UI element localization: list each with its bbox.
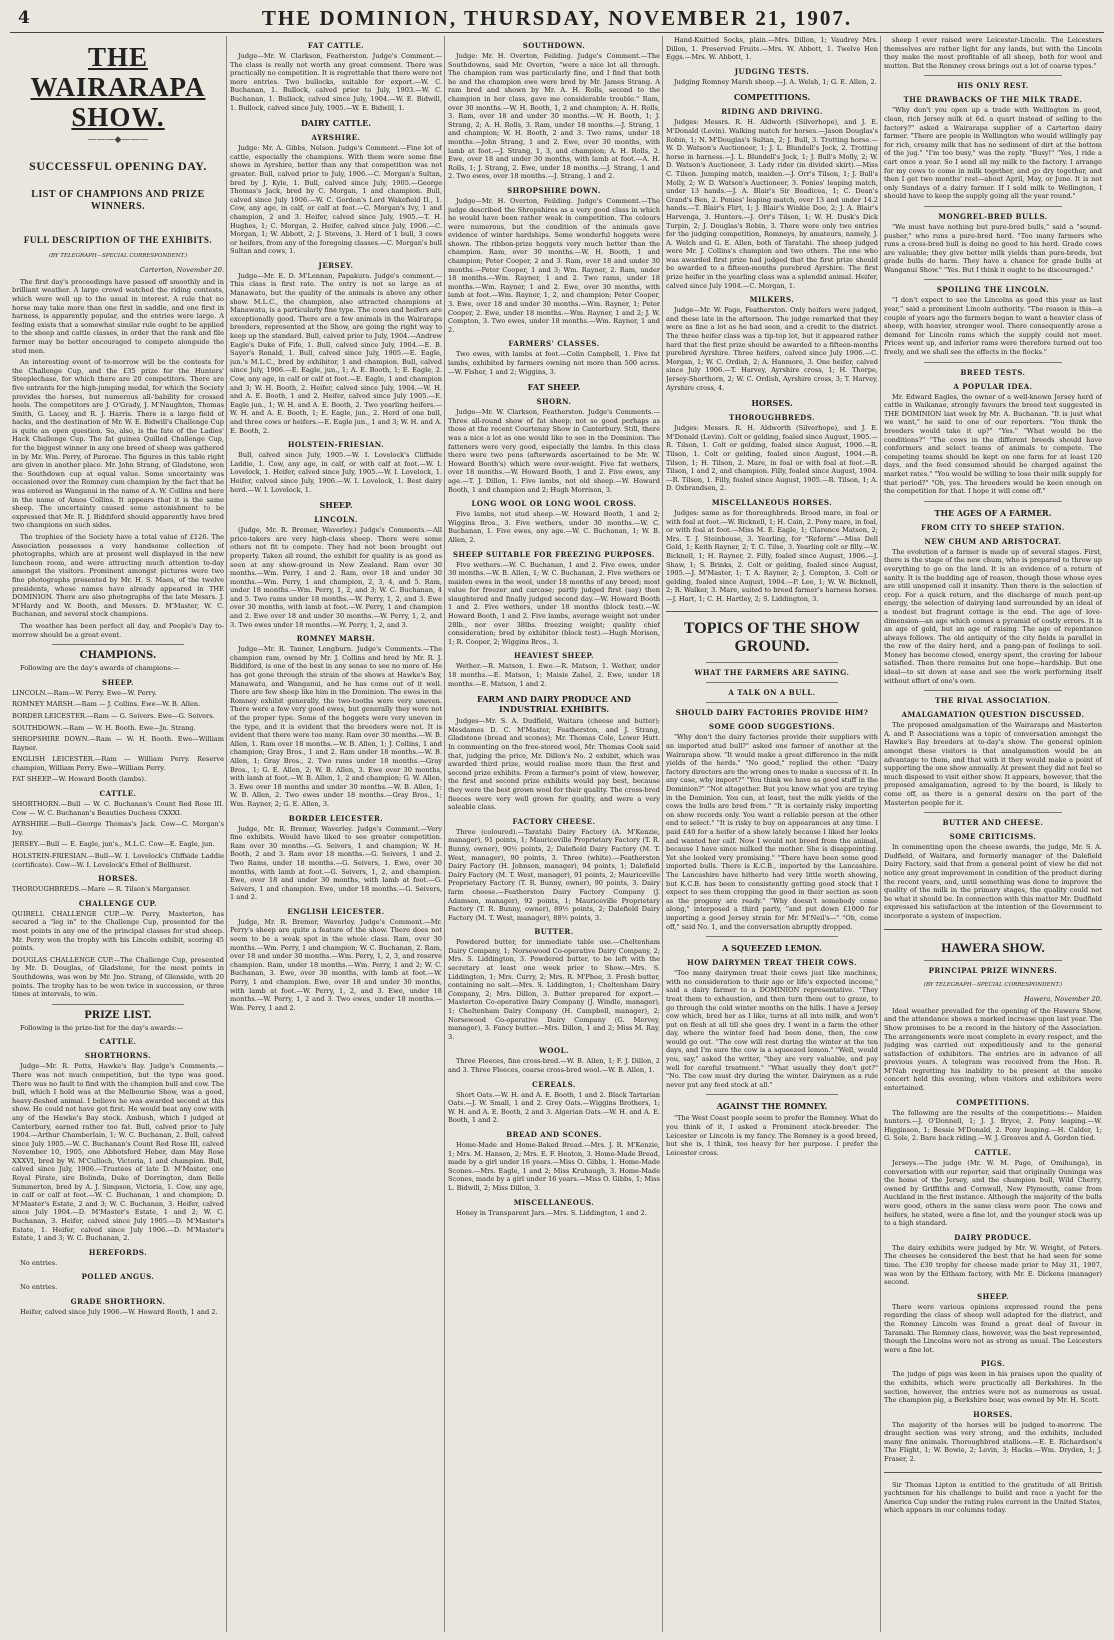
article-paragraph: The dairy exhibits were judged by Mr. W. Wright, of Peters. The cheeses he considered the best that he had seen for some time. The £30 trophy for cheese made prior to May 31, 1907, was won by the Eltham factory, with Mr. E. Dickens (manager) second. [884,1243,1102,1287]
section-subheading: SPOILING THE LINCOLN. [936,285,1050,295]
section-subheading: SHEEP. [977,1291,1009,1301]
divider [924,812,1062,813]
prize-entries: Judges: Messrs. R. H. Aldworth (Silverhope), and J. E. M'Donald (Levin). Walking match for horses.—Jason Douglas's Robin, 1; N. M'Douglas's Sultan, 2; J. Bull, 3. Trotting horse.—W. D. Watson's Auctioneer, 1; J. L. Blundell's Jock, 2. Trotting horse in harness.—J. L. Blundell's Jock, 1; J. Bull's Molly, 2; W. D. Watson's Auctioneer, 3. Lady rider (in divided skirt).—Miss C. Tilson. Jumping match, maiden.—J. Orr's Tilson, 1; J. Bull's Molly, 2; W. D. Watson's Auctioneer, 3. Ponies' leaping match, under 13 hands.—J. A. Blair's Sir Boadicea, 1; C. Dean's Grand's Ben, 2. Ponies' leaping match, over 13 and under 14.2 hands.—T. Blair's Flirt, 1; J. Blair's Winkie Doo, 2; J. A. Blair's Harvenga, 3. Hunters.—J. Orr's Tilson, 1; W. H. Dusk's Dick Turpin, 2; J. Douglas's Robin, 3. There were only two entries for the judging competition, Romneys, by amateurs, namely, J. A. Welch and G. E. Allen, both of Taratahi. The sheep judged were Mr. J. Collins's champion and two others. The one who was awarded first prize had judged that the first prize should be awarded to a fifteen-months purebred Ayrshire. The first prize heifer in the yearling class was a splendid animal. Heifer, calved since July 1904.—C. Morgan, 1. [666,118,878,290]
section-subheading: FROM CITY TO SHEEP STATION. [921,522,1065,532]
section-heading: HORSES. [751,398,793,409]
champion-item: ENGLISH LEICESTER.—Ram — William Perry. Reserve champion, William Perry. Ewe—William Perry. [12,755,224,772]
article-paragraph: Following are the day's awards of champions:— [20,664,180,673]
prize-entries: Wether.—R. Matson, 1. Ewe.—R. Matson, 1. Wether, under 18 months.—E. Matson, 1; Maisie Zahel, 2. Ewe, under 18 months.—E. Matson, 1 and 2. [448,662,660,688]
section-subheading: THE DRAWBACKS OF THE MILK TRADE. [903,95,1083,105]
section-subheading: LONG WOOL OR LONG WOOL CROSS. [471,499,637,509]
section-subheading: A TALK ON A BULL. [728,688,816,698]
section-subheading: PRINCIPAL PRIZE WINNERS. [928,965,1058,975]
article-paragraph: The following are the results of the competitions:— Maiden hunters.—J. O'Donnell, 1; J. J. Bryce, 2. Pony leaping.—W. Higginson, 1; Bessie M'Donald, 2. Pony leaping.—H. Calder, 1; G. Sole, 2. Bare back riding.—W. J. Greaves and A. Gordon tied. [884,1108,1102,1143]
section-subheading: BORDER LEICESTER. [288,813,384,823]
article-paragraph: "The West Coast people seem to prefer the Romney. What do you think of it, I asked a Prominent stock-breeder. The Leicester or Lincoln is my fancy. The Romney is a good breed, but she is, I think, too heavy for her purpose. I prefer the Leicester cross. [666,1114,878,1157]
divider [924,279,1062,280]
section-subheading: SHORTHORNS. [84,1051,152,1061]
article-paragraph: "I don't expect to see the Lincolns as good this year as last year," said a prominent Lincoln authority. "The reason is this—a couple of years ago the farmers began to want a heavier class of sheep, with heavier, stronger wool. There consequently arose a demand for Lincoln rams which the supply could not meet. Prices went up, and inferior rams were therefore turned out too freely, and we shall see the effects in the flocks." [884,296,1102,357]
article-paragraph: The proposed amalgamation of the Wairarapa and Masterton A. and P. Associations was a topic of conversation amongst the Hawke's Bay breeders at to-day's show. The general opinion amongst these visitors is that amalgamation would be an advantage to them, and that with it they would make a point of supporting the one show annually. At present they did not feel so much disposed to visit either show. It appears, however, that the proposed amalgamation, agreed to by the board, is likely to come off, as there is a general desire on the part of the Masterton people for it. [884,721,1102,807]
prize-entries: Judging Romney Marsh sheep.—J. A. Welsh, 1; G. E. Allen, 2. [674,77,877,86]
section-heading: CHAMPIONS. [79,650,157,662]
section-subheading: BUTTER. [534,927,574,937]
prize-entries: Judge—Mr. E. D. M'Lennan, Papakura. Judge's comment.—This class is first rate. The entry is not so large as at Manawatu, but the quality of the animals is above any other show. M.L.C., the champion, also attracted champions at Manawatu, is a particularly fine type. The cows and heifers are exceptionally good. There are a few animals in the Wairarapa breeders, represented at the Show, are going the right way to keep up the standard. Bull, calved prior to July, 1904.—Andrew Eagle's Duke of Fife, 1. Bull, calved since July, 1904.—E. B. Sayer's Ronald, 1. Bull, calved since July, 1905.—E. Eagle, jun.'s M.L.C., bred by exhibitor, 1 and champion. Bull, calved since July, 1906.—E. Eagle, jun., 1; A. E. Booth, 1; E. Eagle, 2. Cow, any age, in calf or calf at foot.—E. Eagle, 1 and champion and 3; W. H. Booth, 2. Heifer, calved since July, 1904.—W. H. and A. E. Booth, 1 and 2. Heifer, calved since July 1905.—E. Eagle jun., 1; W. H. and A. E. Booth, 2. Two yearling heifers.—W. H. and A. E. Booth, 1; E. Eagle, jun., 2. Herd of one bull, and three cows or heifers.—E. Eagle jun., 1 and 3; W. H. and A. E. Booth, 2. [230,271,442,435]
prize-entries: Judge: Mr. H. Overton, Feilding. Judge's Comment.—The Southdowns, said Mr. Overton, "were a nice lot all through. The champion ram was particularly fine, and I find that both he and the champion ewe were bred by Mr. James Strang. A ram bred and shown by Mr. A. H. Rolls, second to the champion in her class, gave me considerable trouble." Ram, over 30 months.—W. H. Booth, 1, 2 and champion; A. H. Rolls, 3. Ram, over 18 and under 30 months.—W. H. Booth, 1; J. Strang, 2; A. H. Rolls, 3. Ram, under 18 months.—J. Strang, 1 and champion; W. H. Booth, 2 and 3. Two rams, under 18 months.—John Strang, 1 and 2. Ewe, over 30 months, with lamb at foot.—J. Strang, 1, 3, and champion; A. H. Rolls, 2. Ewe, over 18 and under 30 months, with lamb at foot.—A. H. Rolls, 1; J. Strang, 2. Ewe, under 18 months.—J. Strang, 1 and 2. Two ewes, over 18 months.—J. Strang, 1 and 2. [448,52,660,181]
section-subheading: CHALLENGE CUP. [78,898,158,908]
prize-entries: Five wethers.—W. C. Buchanan, 1 and 2. Five ewes, under 30 months.—W. B. Allen, 1; W. C. Buchanan, 2. Five wethers or maiden ewes in the wool, under 18 months of any breed; most value for freezer and carcase; partly judged first (say) then slaughtered and finally judged second day.—W. Howard Booth 1 and 2. Five wethers, under 18 months (block test).—W. Howard Booth, 1 and 2. Five lambs, average weight not under 28lb., nor over 38lbs. freezing weight; quality chief consideration; bred by exhibitor (block test).—Hugh Morison, 1; R. Cooper, 2; Wiggins Bros., 3. [448,560,660,646]
section-subheading: WOOL. [539,1046,569,1056]
article-paragraph: "Why don't the dairy factories provide their suppliers with an imported stud bull?" asked one farmer of another at the Wairarapa show. "It would make a great difference in the milk yields of the herds." "No good," replied the other. "Dairy factory directors are the wrong ones to make a success of it. In any case, why import?" "You think we have as good stuff in the Dominion?" "Not altogether. But you know what you are trying in the Dominion. You can, at least, test the milk yields of the cows the bulls are bred from." "It is certainly risky importing on show records only. You want a reliable person at the other end to select." "It is risky to buy on appearances at any time. I paid £40 for a heifer of a show lately because I liked her looks and wanted her calf. Now I would not breed from the animal, because I have since milked the mother. She is disappointing. Yet she looked very promising." "There have been some good imported bulls. There is K.C.B., imported by the Lancashire. The Lancashire have hitherto had very little worth showing, but K.C.B. has been to consistently getting good stock that I expect to see them cropping the good in their section as soon as the progeny are ready." "Why doesn't somebody come along," interposed a third party, "and put down £1000 for importing a good Jersey strain for Mr. M'Neil's—" "Oh, come off," said No. 1, and the conversation abruptly dropped. [666,733,878,931]
section-subheading: DAIRY PRODUCE. [954,1232,1032,1242]
section-subheading: FACTORY CHEESE. [512,816,596,826]
champion-item: HOLSTEIN-FRIESIAN.—Bull—W. I. Lovelock's Cliffside Laddie (certificate). Cow—W. I. Lovelock's Ethel of Bellhurst. [12,852,224,869]
section-subheading: FARMERS' CLASSES. [508,339,600,349]
article-paragraph: Sir Thomas Lipton is entitled to the gratitude of all British yachtsmen for his challenge to build and race a yacht for the America Cup under the rating rules current in the United States, which appears in our columns today. [884,1480,1102,1515]
prize-entries: Honey in Transparent Jars.—Mrs. S. Liddington, 1 and 2. [456,1208,647,1217]
prize-entries: Judges—Mr. S. A. Dudfield, Waitara (cheese and butter); Mesdames D. C. M'Master, Featherston, and J. Strang, Gladstone (bread and scones); Mr. Thomas Cole, Lower Hutt. In commenting on the free-stored wool, Mr. Thomas Cook said that, judging the price, Mr. Dillon's No. 2 exhibit, which was awarded third prize, would realise more than the first and second prize exhibits. From a farmer's point of view, however, the first and second prize exhibits would pay best, because they were the best grown wool for their quality. The cross-bred fleeces were very well grown for quality, and were a very saleable class. [448,717,660,812]
prize-entries: Short Oats.—W. H. and A. E. Booth, 1 and 2. Black Tartarian Oats.—J. W. Small, 1 and 2. Grey Oats.—Wiggins Brothers, 1; W. H. and A. E. Booth, 2 and 3. Algerian Oats.—W. H. and A. E. Booth, 1 and 2. [448,1090,660,1125]
champion-item: SHORTHORN.—Bull — W. C. Buchanan's Count Red Rose III. Cow — W. C. Buchanan's Beauties Duchess CXXXI. [12,800,224,817]
section-subheading: HEREFORDS. [88,1247,148,1257]
section-subheading: HOLSTEIN-FRIESIAN. [287,440,385,450]
divider [706,662,838,663]
column-4 [666,36,878,1632]
article-paragraph: In commenting upon the cheese awards, the judge, Mr. S. A. Dudfield, of Waitara, and formerly manager of the Dalefield Dairy Factory, said that from a general point of view he did not notice any great improvement in condition of the product during the recent years, and, until something was done to improve the quality of the milk in the primary stages, the quality could not be what it should be. In connection with this matter Mr. Dudfield expressed his satisfaction at the intention of the Government to incorporate a system of inspection. [884,843,1102,920]
article-paragraph: "We must have nothing but pure-bred bulls," said a "sound-pusher," who runs a pure-bred herd. "Too many farmers who runs a cross-bred bull is doing no good to his herd. Grade cows are valuable; they give better milk yields than pure-breds, but grade bulls do harm. They have a chance for grade bulls at Wanganui Show." "Yes. But I think it ought to be discouraged." [884,222,1102,274]
section-subheading: CATTLE. [974,1148,1012,1158]
section-subheading: LINCOLN. [314,515,358,525]
divider [924,501,1062,502]
prize-entries: Judges: same as for thoroughbreds. Brood mare, in foal or with foal at foot.—W. Bicknell, 1; H. Cain, 2. Pony mare, in foal, or with foal at foot.—Miss M. E. Eagle, 1; Clarence Matson, 2; Mrs. T. J. Steinhouse, 3. Yearling, for "Reform".—Miss Dell Gold, 1; Keith Rayner, 2; T. C. Tilse, 3. Yearling colt or filly.—W. Bicknell, 1; H. Rayner, 2. Filly, foaled since August, 1906.—J. Shaw, 1; S. Brinks, 2. Colt or gelding, foaled since August, 1905.—J. M'Master, 1; T. A. Rayner, 2; J. Compton, 3. Colt or gelding, foaled since August, 1904.—P. Lee, 1; W. W. Bicknell, 2; R. Walker, 3. Mare, suited to breed farmer's harness horses.—J. Hart, 1; C. H. Hartley, 2; S. Liddington, 3. [666,508,878,603]
prize-entries: Bull, calved since July, 1905.—W. I. Lovelock's Cliffside Laddie, 1. Cow, any age, in calf, or with calf at foot.—W. I. Lovelock, 1. Heifer, calved since July, 1905.—W. I. Lovelock, 1. Heifer, calved since July, 1906.—W. I. Lovelock, 1. Best dairy herd.—W. I. Lovelock, 1. [230,451,442,494]
column-rule [662,36,663,1632]
article-paragraph: "Too many dairymen treat their cows just like machines, with no consideration to their age or life's expected income," said a dairy farmer to a DOMINION representative. "They treat them to exhaustion, and then turn them out to graze, to go through the cold winter months on the hills. I have a Jersey cow which, bred her as I like, turns at all into milk, and won't put on flesh at all till she goes dry. I went in a farm the other day, where the winter feed had been done, then, the cow would go out. "The cow will rest during the winter at the ten days, and I'm sure the cow is a squeezed lemon." "Well, would you, say," asked the writer, "they are very valuable, and pay well for careful treatment." "What usually they don't get?" "No. The cow must dry during the winter. Dairymen as a rule never put any feed stock at all." [666,969,878,1089]
section-heading: COMPETITIONS. [733,92,811,103]
section-subheading: CATTLE. [99,789,137,799]
topics-headline: TOPICS OF THE SHOW GROUND. [683,620,861,656]
section-subheading: CATTLE. [99,1037,137,1047]
section-subheading: A POPULAR IDEA. [953,381,1033,391]
dateline: Carterton, November 20. [139,266,224,275]
article-paragraph: The first day's proceedings have passed off smoothly and in brilliant weather. A large crowd watched the riding contests, which were well up to the usual in interest. A rule that no horse may take more than one first in saddle, and one first in harness, is apparently popular, and the entries were large. A feeling exists that a somewhat similar rule ought to be applied to the sheep and cattle classes, in order that the rank and file farmer may be better encouraged to compete alongside the stud men. [12,277,224,355]
column-rule [444,36,445,1632]
prize-entries: Five lambs, not stud sheep.—W. Howard Booth, 1 and 2; Wiggins Bros., 3. Five wethers, under 30 months.—W. C. Buchanan, 1. Five ewes, any age.—W. C. Buchanan, 1; W. B. Allen, 2. [448,510,660,544]
section-heading: FAT SHEEP. [527,382,581,393]
prize-entries: Heifer, calved since July 1906.—W. Howard Booth, 1 and 2. [20,1308,218,1316]
section-subheading: SHEEP. [102,677,134,687]
section-subheading: MONGREL-BRED BULLS. [938,211,1048,221]
prize-entries: Judges: Messrs. R. H. Aldworth (Silverhope), and J. E. M'Donald (Levin). Colt or gelding, foaled since August, 1905.—R. Tilson, 1. Colt or gelding, foaled since August, 1906.—R. Tilson, 1. Colt or gelding, foaled since August, 1904.—R. Tilson, 1; H. Tilson, 2. Mare, in foal or with foal at foot.—R. Tilson, 1 and 2, and champion. Filly, foaled since August, 1904.—R. Tilson, 1. Filly, foaled since August, 1905.—R. Tilson, 1; A. D. Oxbrandsen, 2. [666,424,878,493]
section-subheading: COMPETITIONS. [956,1097,1030,1107]
section-subheading: HORSES. [973,1409,1013,1419]
section-subheading: BREAD AND SCONES. [506,1129,602,1139]
section-heading: THE AGES OF A FARMER. [934,507,1052,518]
section-subheading: ENGLISH LEICESTER. [287,906,385,916]
section-subheading: JERSEY. [318,260,354,270]
prize-entries: Three Fleeces, fine cross-bred.—W. B. Allen, 1; F. J. Dillon, 2 and 3. Three Fleeces, coarse cross-bred wool.—W. B. Allen, 1. [448,1057,660,1074]
divider [666,611,878,612]
section-subheading: BUTTER AND CHEESE. [942,818,1044,828]
section-subheading: SOUTHDOWN. [522,41,586,50]
prize-entries: Judge, Mr. R. Bremer, Waverley. Judge's Comment.—Very fine exhibits. Would have liked to see greater competition. Ram over 30 months.—G. Seivers, 1 and champion; W. H. Booth, 2 and 3. Ram over 18 months.—G. Seivers, 1 and 2. Two Rams, under 18 months.—G. Seivers, 1. Ewe, over 30 months, with lamb at foot.—G. Seivers, 1, 2, and champion. Ewe, over 18 and under 30 months, with lamb at foot.—G. Seivers, 1 and champion. Ewe, under 18 months.—G. Seivers, 1 and 2. [230,824,442,902]
section-subheading: SHOULD DAIRY FACTORIES PROVIDE HIM? [675,708,869,718]
section-subheading: SOME CRITICISMS. [949,832,1037,842]
article-paragraph: The majority of the horses will be judged to-morrow. The draught section was very strong, and the exhibits, included many fine animals. Thoroughbred stallions.—E. E. Richardson's The Flight, 1; W. Bowie, 2; Levin, 3; Hacks.—Wm. Dryden, 1; J. Fraser, 2. [884,1420,1102,1464]
prize-entries: Three (coloured).—Taratahi Dairy Factory (A. M'Kenzie, manager), 91 points, 1; Mauriceville Proprietary Factory (T. R. Bunny, owner), 90½ points, 2; Dalefield Dairy Factory (M. T. West, manager), 90 points, 3. Three (white).—Featherston Dairy Factory (H. Johnson, manager), 94 points, 1; Dalefield Dairy Factory (M. T. West, manager), 91 points, 2; Mauriceville Proprietary Factory (T. R. Bunny, owner), 90 points, 3. Dairy farm cheese.—Featherston Dairy Factory Company (J. Adamson, manager), 92 points, 1; Mauriceville Proprietary Factory (T. R. Bunny, owner), 89½ points, 2; Dalefield Dairy Factory (M. T. West, manager), 88½ points, 3. [448,827,660,922]
section-subheading: RIDING AND DRIVING. [721,107,823,117]
article-paragraph: The evolution of a farmer is made up of several stages. First, there is the stage of the new chum, who is prepared to throw up everything to go on the land. It is an evidence of a return of sanity. It is the budding age of reason, though those whose eyes are still unopened call it insanity. Then there is the selection of crop. For a quick return, and the discharge of much pent-up energy, the selection of dairying land surrounded by an ideal of a modest but fragrant cottage is the end. The age of love-dimension—an age which comes a pyramid of costly errors. It is an age of gold, but an age of raising. The age of repentance always follows. The old antiquity of the city fields is parallel in the row of the dairy herd, and a pang-pan of feelings to soil. Money has become closed, energy spent, the craving for labour satisfied. Then there remains but one hope—hardship. But one ideal—to sit down at ease and see the work performing itself without effort of one's own. [884,547,1102,685]
dateline: Hawera, November 20. [1024,995,1102,1004]
byline-credit: (BY TELEGRAPH—SPECIAL CORRESPONDENT.) [923,981,1063,988]
section-subheading: GRADE SHORTHORN. [70,1297,166,1306]
section-heading: PRIZE LIST. [84,1009,152,1021]
champion-item: JERSEY.—Bull — E. Eagle, jun's., M.L.C. Cow—E. Eagle, jun. [12,840,215,849]
subheadline-opening: SUCCESSFUL OPENING DAY. [29,158,207,173]
section-subheading: HIS ONLY REST. [957,81,1029,91]
article-paragraph: The trophies of the Society have a total value of £126. The Association possesses a very handsome collection of photographs, which are at present well displayed in the new luncheon room, and were attracting much attention to-day amongst the visitors. Prominent amongst pictures were two fine photographs presented by Mr. H. S. Maes, of the twelve presidents, whose names have already appeared in THE DOMINION. There are also photographs of the late Messrs. J. M'Hardy and W. Booth, and Messrs. D. M'Master, W. C. Buchanan, and several stock champions. [12,533,224,619]
article-paragraph: The judge of pigs was keen in his praises upon the quality of the exhibits, which were practically all Berkshires. In the section, however, the entries were not as numerous as usual. The champion pig, a Berkshire boar, was owned by Mr. H. Scott. [884,1370,1102,1405]
champion-item: SOUTHDOWN.—Ram — W. H. Booth. Ewe—Jn. Strang. [12,723,196,732]
section-subheading: BREED TESTS. [960,367,1026,377]
column-3 [448,36,660,1632]
masthead [10,6,1104,33]
prize-entries: Judge, Mr. R. Bremer, Waverley. Judge's Comment.—Mr. Perry's sheep are quite a feature of the show. There does not seem to be a weak spot in the whole class. Ram, over 30 months.—Wm. Perry, 1 and champion; W. C. Buchanan, 2. Ram, over 18 and under 30 months.—Wm. Perry, 1, 2, 3, and reserve champion. Ram, under 18 months.—Wm. Perry, 1 and 2; W. C. Buchanan, 3. Ewe, over 30 months, with lamb at foot.—W. Perry, 1 and champion. Ewe, over 18 and under 30 months, with lamb at foot.—W. Perry, 1, 2, and 3. Ewe, under 18 months.—W. Perry, 1, 2 and 3. Two ewes, under 18 months.—Wm. Perry, 1 and 2. [230,917,442,1012]
section-heading: A SQUEEZED LEMON. [722,943,822,954]
hawera-headline: HAWERA SHOW. [941,939,1045,955]
prize-entries: No entries. [20,1283,58,1292]
column-5 [884,36,1102,1632]
divider [52,1004,184,1005]
section-subheading: FAT CATTLE. [307,41,365,50]
section-subheading: WHAT THE FARMERS ARE SAYING. [694,668,850,678]
cattle-champion-list [12,800,224,869]
section-subheading: HORSES. [98,874,138,884]
section-heading: SHEEP. [319,500,353,511]
subheadline-exhibits: FULL DESCRIPTION OF THE EXHIBITS. [23,234,213,245]
section-subheading: HOW DAIRYMEN TREAT THEIR COWS. [687,958,857,968]
section-subheading: MISCELLANEOUS HORSES. [711,497,833,507]
section-subheading: MILKERS. [749,295,795,305]
section-subheading: THE RIVAL ASSOCIATION. [935,696,1051,706]
challenge-cup-list [12,910,224,999]
subheadline-champions: LIST OF CHAMPIONS AND PRIZE WINNERS. [31,188,205,212]
champion-item: ROMNEY MARSH.—Ram — J. Collins. Ewe—W. B. Allen. [12,700,201,709]
prize-entries: (Judge, Mr. R. Bremer, Waverley.) Judge's Comments.—All price-takers are very high-class sheep. There were some others not fit to compete. They had not been brought out properly. Taken all round, the exhibit for quality is as good as seen at any show-ground in New Zealand. Ram over 30 months.—Wm. Perry, 1 and 2. Ram, over 18 and under 30 months.—Wm. Perry, 1 and champion, 2, 3, 4, and 5. Ram, under 18 months.—Wm. Perry, 1, 2, and 3; W. C. Buchanan, 4 and 5. Two rams under 18 months.—W. Perry, 1, 2, and 3. Ewe over 30 months, with lamb at foot.—W. Perry, 1 and champion and 2. Ewe over 18 and under 30 months.—W. Perry, 1, 2, and 3. Two ewes under 18 months.—W. Perry, 1, 2, and 3. [230,526,442,629]
section-subheading: AMALGAMATION QUESTION DISCUSSED. [901,710,1085,720]
main-headline: THE WAIRARAPA SHOW. [30,42,206,132]
section-subheading: SHROPSHIRE DOWN. [507,185,601,195]
prize-entries: Judge—Mr. R. Tanner, Longburn. Judge's Comments.—The champion ram, owned by Mr. J. Collins and bred by Mr. R. J. Biddiford, is one of the best in any sense to see no more of. He has got gone through the strain of the shows at Hawke's Bay, Manawatu, and Wanganui, and he has come out of it well. There are few sheep like him in the Dominion. The ewes in the Romney exhibit generally, the two-tooths were very uneven. There were a few very good ewes, but generally they were not of the proper type. Some of the hoggets were very uneven in the type, and it is evident that the breeders were not. It is evident that there were too many. Ram over 30 months.—W. B. Allen, 1. Ram over 18 months.—W. B. Allen, 1; J. Collins, 1 and champion; Gray Bros., 1 and 2. Ram under 18 months.—W. B. Allen, 1; Gray Bros., 2. Two rams under 18 months.—Gray Bros., 1; G. E. Allen, 2; W. B. Allen, 3. Ewe over 30 months, with lamb at foot.—W. B. Allen, 1, 2 and champion; G. W. Allen, 3. Ewe over 18 months and under 30 months.—W. B. Allen, 1; W. B. Allen, 2. Two ewes under 18 months.—Gray Bros., 1; Wm. Rayner, 2; G. E. Allen, 3. [230,645,442,808]
divider [706,702,838,703]
ornament-dash: ———◆——— [87,135,149,145]
divider [924,690,1062,691]
article-paragraph: The weather has been perfect all day, and People's Day to-morrow should be a great event. [12,621,224,639]
column-rule [226,36,227,1632]
divider [884,1472,1102,1473]
paper-title: THE DOMINION, THURSDAY, NOVEMBER 21, 1907. [261,6,853,30]
champion-item: QUIRELL CHALLENGE CUP.—W. Perry, Masterton, has secured a "leg in" to the Challenge Cup, presented for the most points in any one of the principal classes for stud sheep. Mr. Perry won the trophy with his Lincoln exhibit, scoring 45 points. [12,909,224,953]
champion-item: DOUGLAS CHALLENGE CUP.—The Challenge Cup, presented by Mr. D. Douglas, of Gladstone, for the most points in Southdowns, was won by Mr. Jno. Strang, of Glenside, with 20 points. The trophy has to be won twice in succession, or three times at intervals, to win. [12,955,224,999]
column-1 [12,36,224,1632]
prize-entries: Home-Made and Home-Baked Bread.—Mrs. J. R. M'Kenzie, 1; Mrs. M. Hansen, 2; Mrs. E. F. Heaton, 3. Home-Made Bread, made by a girl under 16 years.—Miss O. Gibbs, 1. Home-Made Scones.—Mrs. Eagle, 1 and 2; Miss Kruhaugh, 3. Home-Made Scones, made by a girl under 16 years.—Miss O. Gibbs, 1; Miss L. Bidwill, 2; Miss Dillon, 3. [448,1140,660,1192]
byline-credit: (BY TELEGRAPH—SPECIAL CORRESPONDENT.) [48,252,188,259]
article-paragraph: There were various opinions expressed round the pens regarding the class of sheep well adapted for the district, and the Romney Lincoln was found a great deal of favour in Taranaki. The Romney class, however, was the best represented, though the Lincolns were not as strong as usual. The Leicesters were a fine lot. [884,1302,1102,1354]
section-subheading: CEREALS. [532,1079,576,1089]
section-subheading: ROMNEY MARSH. [296,634,376,644]
section-subheading: HEAVIEST SHEEP. [514,651,594,661]
horse-champion-list [12,885,224,894]
divider [52,644,184,645]
section-heading: FARM AND DAIRY PRODUCE AND INDUSTRIAL EXHIBITS. [477,694,631,715]
section-subheading: AYRSHIRE. [311,133,361,143]
article-paragraph: Mr. Edward Eagles, the owner of a well-known Jersey herd of cattle in Waikanae, strongly favours the breed test suggested in THE DOMINION last week by Mr. A. Buchanan. "It is just what we want," he said to one of our reporters. "You think the breeders would take it up?" "Yes." "What would be the conditions?" "The cows in the different breeds should have conformers and select teams of animals to compete. The competing teams should be kept on one farm for at least 120 days, and the feed consumed should be charged against the market rates." "You would be willing to lose their milk supply for that period?" "Oh, yes. The breeders would be keen enough on the competition for that. I hope it will come off." [884,392,1102,496]
section-subheading: SHORN. [536,397,572,407]
divider [924,362,1062,363]
prize-entries: Hand-Knitted Socks, plain.—Mrs. Dillon, 1; Vaudrey Mrs. Dillon, 1. Preserved Fruits.—Mrs. W. Abbott, 1. Twelve Hen Eggs.—Mrs. W. Abbott, 1. [666,36,878,62]
champion-item: SHROPSHIRE DOWN.—Ram — W. H. Booth. Ewe—William Rayner. [12,735,224,752]
article-paragraph: sheep I ever raised were Leicester-Lincoln. The Leicesters themselves are rather light for any lands, but with the Lincoln they make the most profitable of all sheep, both for wool and mutton. But the Romney cross brings out a lot of coarse types." [884,36,1102,70]
section-subheading: MISCELLANEOUS. [513,1197,595,1207]
divider [924,206,1062,207]
section-subheading: THOROUGHBREDS. [729,413,815,423]
divider [706,682,838,683]
prize-entries: Judge—Mr. W. Page, Featherston. Only heifers were judged, and these late in the afternoon. The judge remarked that they were as fine a lot as he had seen, and a credit to the district. The three heifer class was a tip-top lot, but it appeared rather hard that the first prize should be awarded to a fifteen-months purebred Ayrshire. Three heifers, calved since July 1906.—C. Morgan, 1; W. C. Ordish, 2; A. Hanmore, 3. One heifer, calved since July 1906.—T. Harvey, Ayrshire cross, 1; H. Thorpe, Jersey-Shorthorn, 2; W. C. Ordish, Ayrshire cross, 3; T. Harvey, Ayrshire cross, 4. [666,306,878,392]
page-number: 4 [18,8,30,28]
prize-entries: No entries. [20,1258,58,1267]
champion-item: THOROUGHBREDS.—Mare — R. Tilson's Marganser. [12,885,191,894]
section-subheading: NEW CHUM AND ARISTOCRAT. [924,536,1062,546]
champion-item: AYRSHIRE.—Bull—George Thomas's Jack. Cow—C. Morgan's Ivy. [12,820,224,837]
prize-entries: Judge—Mr. H. Overton, Feilding. Judge's Comment.—The judge described the Shropshires as a very good class in which he would have been rather weak in competition. The colours were numerous, but the condition of the animals gave evidence of winter hardships. Some wonderful hoggets were shown. The ribbon-prize hoggets very much better than the champion. Ram, over 30 months.—W. H. Booth, 1 and champion; Peter Cooper, 2 and 3. Ram, over 18 and under 30 months.—Peter Cooper, 1 and 3; Wm. Rayner, 2. Ram, under 18 months.—Wm. Rayner, 1 and 2. Two rams, under 18 months.—Wm. Rayner, 1 and 2. Ewe, over 30 months, with lamb at foot.—Wm. Rayner, 1, 2, and champion; Peter Cooper, 3. Ewe, over 18 and under 30 months.—Wm. Rayner, 1; Peter Cooper, 2. Ewe, under 18 months.—Wm. Rayner, 1 and 2; J. W. Compton, 3. Two ewes, under 18 months.—Wm. Rayner, 1 and 2. [448,196,660,334]
column-2 [230,36,442,1632]
section-heading: DAIRY CATTLE. [300,118,372,129]
article-paragraph: Ideal weather prevailed for the opening of the Hawera Show, and the attendance shows a marked increase upon last year. The Show promises to be a record in the history of the Association. The arrangements were most complete in every respect, and the judging was carried out expeditiously and to the general satisfaction of exhibitors. The entries are in advance of all previous years. A telegram was received from the Hon. R. M'Nab regretting his inability to be present at the smoke concert held this evening, when visitors and exhibitors were entertained. [884,1006,1102,1093]
article-paragraph: An interesting event of to-morrow will be the contests for the Challenge Cup, and the £35 prize for the Hunters' Steeplechase, for which there are 20 competitors. There are five entrants for the high-jumping medal, for which the Society provides the horses, but numerous all-'bability for crossed heels. The competitors are J. O'Grady, J. M'Naughton, Thomas Smith, G. Lacey, and R. J. Harris. There is a large field of hacks, and the destination of Mr. W. E. Bidwill's Challenge Cup is quite an open question. So, also, is the fate of the Ladies' Hack Challenge Cup. The fat guinea Quilled Challenge Cup, for the biggest winner in any one breed of sheep was gathered in by Mr. Wm. Perry, of Parorae. The figures in this table right are given in another place. Mr. John Strang, of Gladstone, won the Southdown cup at equal value. Some uncertainty was occasioned over the Romney cum champion by the fact that he was entered as Wanganui in the name of A. W. Collins and here in the name of Amos Collins. It appears that it is the same sheep. The uncertainty caused some astonishment to be expressed that Mr. R. J. Biddiford should apparently have bred two champions on such sides. [12,358,224,530]
article-paragraph: Following is the prize-list for the day's awards:— [20,1023,184,1032]
prize-entries: Judge: Mr. A. Gibbs, Nelson. Judge's Comment.—Fine lot of cattle, especially the champions. With them were some fine shows in Ayrshire, better than any that competition was not greater. Bull, calved prior to July, 1906.—C. Morgan's Sultan, bred by J. Kyle, 1. Bull, calved since July, 1905.—George Thomas's Jack, bred by C. Morgan, 1 and champion. Bull, calved since July 1906.—W. C. Gordon's Lord Wakefield II., 1. Cow, any age, in calf, or calf at foot.—C. Morgan's Ivy, 1 and champion, 2 and 3. Heifer, calved since July, 1905.—T. H. Hughes, 1; C. Morgan, 2. Heifer, calved since July, 1906.—C. Morgan, 1; W. Abbott, 2; J. Stevens, 3. Herd of 1 bull, 3 cows or heifers, from any of the foregoing classes.—C. Morgan's bull Sultan and cows, 1. [230,144,442,256]
champion-item: FAT SHEEP.—W. Howard Booth (lambs). [12,775,147,784]
champion-item: BORDER LEICESTER.—Ram — G. Seivers. Ewe—G. Seivers. [12,711,215,720]
divider [884,929,1102,930]
prize-entries: Judge—Mr. R. Potts, Hawke's Bay. Judge's Comments.—There was not much competition, but the type was good. There was no fault to find with the champion bull and cow. The bull, which I hold was at the Melbourne Show, was a good, heavy-fleshed animal. I believe he was awarded second at this show. He could not have got first. He would beat any cow with any of the Hawke's Bay stock. Ambush, which I judged at Canterbury, earned rather too fat. Bull, calved prior to July 1904.—Arthur Chamberlain, 1; W. C. Buchanan, 2. Bull, calved since July 1905.—W. C. Buchanan's Count Red Rose III, calved November 10, 1905, one Abbotsford Heber, dam May Rose XXXVI, bred by W. M'Culloch, Victoria, 1 and champion. Bull, calved since July, 1906.—Trustees of late D. M'Master, one Royal Pirate, sire Bolinda, Duke of Dorrington, dam Belle Summerton, bred by A. J. Simpson, Victoria, 1. Cow, any age, in calf or calf at foot.—W. C. Buchanan, 1 and champion; D. M'Master's Estate, 2 and 3; W. C. Buchanan, 3. Heifer, calved since July 1904.—D. M'Master's Estate, 1 and 2; W. C. Buchanan, 3. Heifer, calved since July 1905.—D. M'Master's Estate, 1. Heifer, calved since July 1906.—D. M'Master's Estate, 1 and 3; W. C. Buchanan, 2. [12,1062,224,1243]
divider [924,75,1062,76]
divider [924,960,1062,961]
section-subheading: SOME GOOD SUGGESTIONS. [708,722,836,732]
divider [706,936,838,937]
sheep-champion-list [12,689,224,784]
section-subheading: PIGS. [980,1359,1006,1369]
section-subheading: SHEEP SUITABLE FOR FREEZING PURPOSES. [452,549,655,559]
champion-item: LINCOLN.—Ram—W. Perry. Ewe—W. Perry. [12,688,157,697]
prize-entries: Judge—Mr. W. Clarkson, Featherston. Judge's Comments.—Three all-round show of fat sheep; not so good perhaps as those at the recent Courtenay Show in Canterbury. Still, there was a nice a lot as one would like to see in the Dominion. The fatteners were very good, especially the lambs. In this class there were two pens (afterwards ascertained to be Mr. W. Howard Booth's) which were over-weight. Five fat wethers, over 18 months.—W. Howard Booth, 1 and 2. Five ewes, any age.—T. J. Dillon, 1. Five lambs, not old sheep.—W. Howard Booth, 1 and champion and 2; Hugh Morrison, 3. [448,408,660,494]
column-rule [880,36,881,1632]
article-paragraph: "Why don't you open up a trade with Wellington in good, clean, rich Jersey milk at 6d. a quart instead of selling to the factory?" asked a Wairarapa supplier of a Carterton dairy farmer. "There are people in Wellington who would willingly pay for rich, creamy milk that has no sediment of dirt at the bottom of the jug." "I'm too busy," was the reply. "Busy!" "Yes, I ride a cart once a year. So I send all my milk to the factory. I arrange for my cows to come in milk together, and go dry together, and then I get two months' rest—about April, May, or June. It is not only Sundays of a dairy farmer. If I sold milk to Wellington, I should have to keep the supply going all the year round." [884,106,1102,201]
divider [706,1094,838,1095]
section-heading: AGAINST THE ROMNEY. [716,1101,828,1112]
section-subheading: POLLED ANGUS. [81,1272,155,1282]
article-paragraph: Jerseys.—The judge (Mr. W. M. Page, of Omihunga), in conversation with our reporter, said that originally Ouninga was the home of the Jersey, and the champion bull, Wild Cherry, owned by Griffiths and Cornwall, New Plymouth, came from Auckland in the first instance. Although the majority of the bulls were good, others in the same class were poor. The cows and heifers, he stated, were a fine lot, and the younger stock was up to a high standard. [884,1159,1102,1228]
prize-entries: Judge—Mr. W. Clarkson, Featherston. Judge's Comment.—The class is really not worth any great comment. There was practically no competition. It is regrettable that there were not more entries. Two bullocks, suitable for export.—W. C. Buchanan, 1. Bullock, calved prior to July, 1903.—W. C. Buchanan, 1. Bullock, calved since July, 1904.—W. E. Bidwill, 1. Bullock, calved since July, 1905.—W. E. Bidwill, 1. [230,52,442,112]
section-subheading: JUDGING TESTS. [734,66,810,76]
prize-entries: Powdered butter, for immediate table use.—Cheltenham Dairy Company, 1; Norsewood Co-operative Dairy Company, 2; Mrs. S. Liddington, 3. Powdered butter, to be left with the secretary at least one week prior to Show.—Mrs. S. Liddington, 1; Mrs. Curry, 2; Mrs. R. M'Phee, 3. Fresh butter, containing no salt.—Mrs. S. Liddington, 1; Cheltenham Dairy Company, 2; Mrs. Dillon, 3. Butter prepared for export.—Masterton Co-operative Dairy Company (J. Windle, manager), 1; Cheltenham Dairy Company (H. Campbell, manager), 2; Norsewood Co-operative Dairy Company (G. Mervey, manager), 3. Fancy butter.—Mrs. Dillon, 1 and 2; Miss M. Ray, 3. [448,938,660,1041]
prize-entries: Two ewes, with lambs at foot.—Colin Campbell, 1. Five fat lambs, exhibited by farmers owning not more than 500 acres.—W. Fisher, 1 and 2; Wiggins, 3. [448,350,660,376]
